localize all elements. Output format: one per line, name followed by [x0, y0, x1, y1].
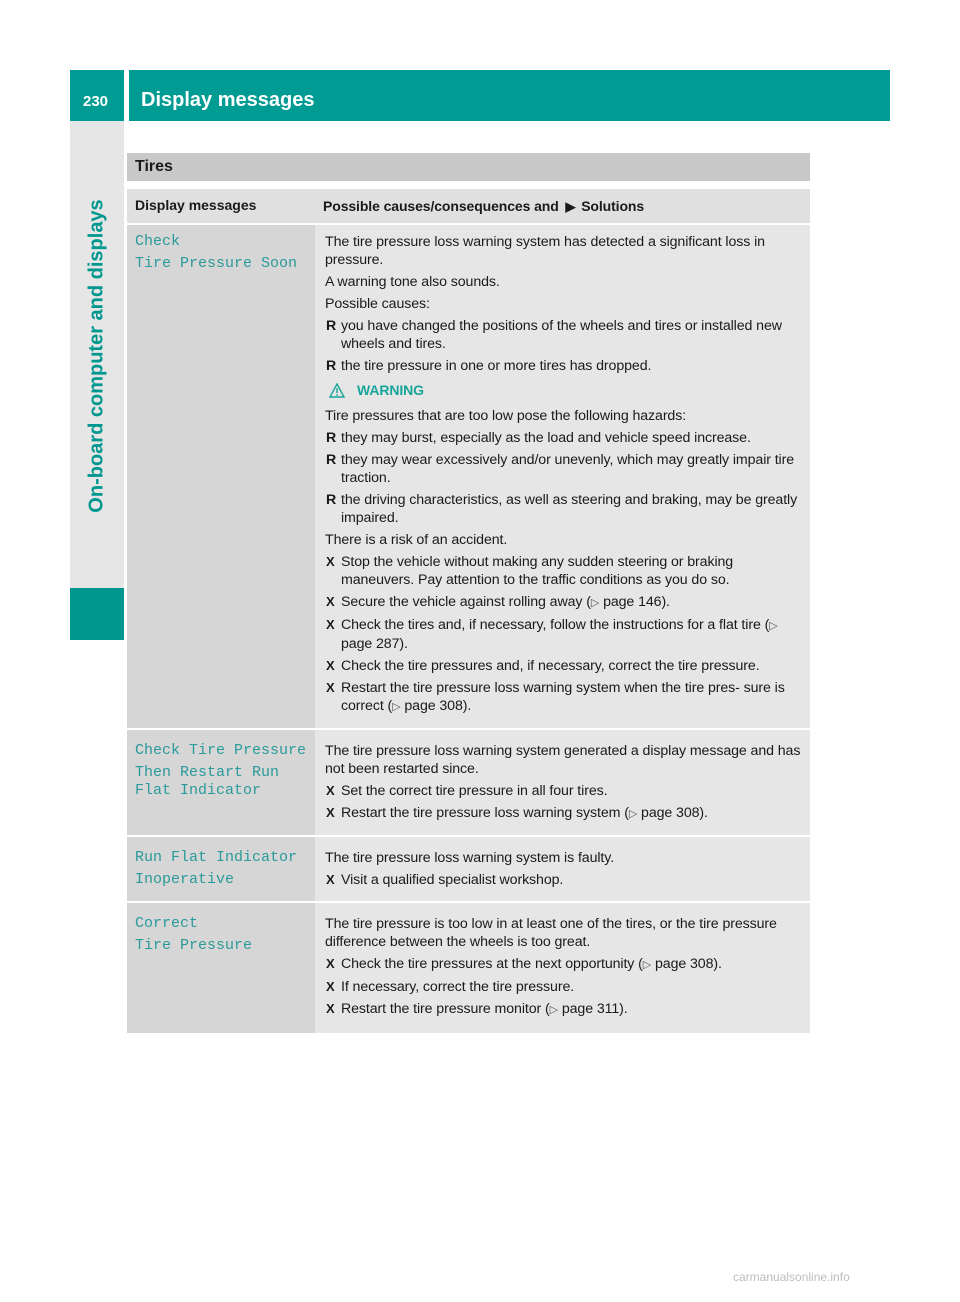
table-header-row — [127, 189, 810, 225]
display-message — [127, 837, 315, 901]
message-line: Inoperative — [135, 871, 235, 888]
message-line: Correct — [135, 915, 199, 932]
table-row — [127, 903, 810, 1033]
action-step: X Check the tire pressures and, if necessary, correct the tire pressure. — [326, 658, 760, 674]
message-line: Run Flat Indicator — [135, 849, 298, 866]
bullet-icon: R — [326, 430, 337, 446]
page-reference[interactable]: page 308 — [641, 805, 700, 821]
col-header-solutions-text: Solutions — [581, 198, 645, 214]
causes-solutions — [315, 837, 810, 901]
warning-triangle-icon — [329, 383, 345, 398]
page-reference[interactable]: page 308 — [404, 698, 463, 714]
action-arrow-icon: X — [326, 805, 335, 820]
page-ref-icon: ▷ — [628, 808, 638, 820]
action-arrow-icon: X — [326, 594, 335, 609]
bullet-item: R the tire pressure in one or more tires has dropped. — [326, 358, 652, 374]
bullet-item: R they may wear excessively and/or unevenly, which may greatly impair tire traction. — [326, 452, 795, 486]
action-arrow-icon: X — [326, 872, 335, 887]
action-step: X Restart the tire pressure loss warning system when the tire pres- sure is correct (▷ page 308). — [326, 680, 785, 714]
action-arrow-icon: X — [326, 658, 335, 673]
page-ref-icon: ▷ — [590, 597, 600, 609]
table-row — [127, 837, 810, 903]
chapter-title: Display messages — [129, 70, 890, 121]
col-header-causes-text: Possible causes/consequences and — [323, 198, 559, 214]
warning-text: There is a risk of an accident. — [325, 532, 508, 548]
page-reference[interactable]: page 146 — [603, 594, 662, 610]
triangle-right-icon: ▶ — [565, 199, 576, 214]
action-step: X Check the tire pressures at the next opportunity (▷ page 308). — [326, 956, 722, 972]
watermark: carmanualsonline.info — [733, 1270, 850, 1284]
cause-text: The tire pressure loss warning system has detected a significant loss in pressure. — [325, 234, 765, 268]
message-line: Tire Pressure — [135, 937, 253, 954]
col-header-causes — [315, 189, 810, 223]
bullet-item: R you have changed the positions of the wheels and tires or installed new wheels and tires. — [326, 318, 782, 352]
action-step: X Check the tires and, if necessary, follow the instructions for a flat tire (▷ page 287). — [326, 617, 778, 652]
action-arrow-icon: X — [326, 783, 335, 798]
bullet-item: R they may burst, especially as the load and vehicle speed increase. — [326, 430, 751, 446]
display-message — [127, 730, 315, 835]
display-messages-table — [127, 189, 810, 1033]
side-tab-label-box — [70, 128, 124, 583]
action-arrow-icon: X — [326, 956, 335, 971]
message-line: Check Tire Pressure — [135, 742, 307, 759]
warning-heading: WARNING — [325, 381, 804, 399]
bullet-icon: R — [326, 492, 337, 508]
action-arrow-icon: X — [326, 680, 335, 695]
message-line: Flat Indicator — [135, 782, 262, 799]
bullet-item: R the driving characteristics, as well as steering and braking, may be greatly impaired. — [326, 492, 798, 526]
cause-text: The tire pressure is too low in at least one of the tires, or the tire pressure difference between the wheels is too great. — [325, 916, 777, 950]
action-step: X Restart the tire pressure loss warning system (▷ page 308). — [326, 805, 708, 821]
page-ref-icon: ▷ — [642, 959, 652, 971]
message-line: Tire Pressure Soon — [135, 255, 298, 272]
action-step: X Secure the vehicle against rolling away (▷ page 146). — [326, 594, 670, 610]
page-number: 230 — [70, 70, 124, 121]
col-header-messages: Display messages — [127, 189, 315, 223]
message-line: Then Restart Run — [135, 764, 280, 781]
bullet-icon: R — [326, 358, 337, 374]
action-arrow-icon: X — [326, 1001, 335, 1016]
action-step: X Set the correct tire pressure in all four tires. — [326, 783, 608, 799]
page-reference[interactable]: page 287 — [341, 636, 400, 652]
warning-text: Tire pressures that are too low pose the following hazards: — [325, 408, 687, 424]
action-step: X Restart the tire pressure monitor (▷ page 311). — [326, 1001, 628, 1017]
causes-solutions — [315, 903, 810, 1033]
section-title: Tires — [127, 153, 810, 181]
message-line: Check — [135, 233, 181, 250]
action-arrow-icon: X — [326, 979, 335, 994]
display-message — [127, 903, 315, 1033]
action-step: X Visit a qualified specialist workshop. — [326, 872, 564, 888]
page-ref-icon: ▷ — [549, 1004, 558, 1016]
table-row — [127, 730, 810, 837]
action-step: X If necessary, correct the tire pressure. — [326, 979, 575, 995]
cause-text: A warning tone also sounds. — [325, 274, 500, 290]
side-tab-marker — [70, 588, 124, 640]
action-arrow-icon: X — [326, 617, 335, 632]
bullet-icon: R — [326, 318, 337, 334]
cause-text: The tire pressure loss warning system generated a display message and has not been restarted since. — [325, 743, 801, 777]
action-arrow-icon: X — [326, 554, 335, 569]
page-ref-icon: ▷ — [769, 620, 778, 632]
page-ref-icon: ▷ — [392, 701, 401, 713]
table-row — [127, 225, 810, 730]
action-step: X Stop the vehicle without making any sudden steering or braking maneuvers. Pay attention to the traffic conditions as you do so. — [326, 554, 734, 588]
causes-solutions — [315, 730, 810, 835]
causes-solutions — [315, 225, 810, 728]
bullet-icon: R — [326, 452, 337, 468]
page-reference[interactable]: page 308 — [654, 956, 714, 972]
display-message — [127, 225, 315, 728]
cause-text: The tire pressure loss warning system is faulty. — [325, 850, 615, 866]
page-reference[interactable]: page 311 — [561, 1001, 620, 1017]
side-tab-label: On-board computer and displays — [85, 198, 108, 513]
cause-text: Possible causes: — [325, 296, 430, 312]
